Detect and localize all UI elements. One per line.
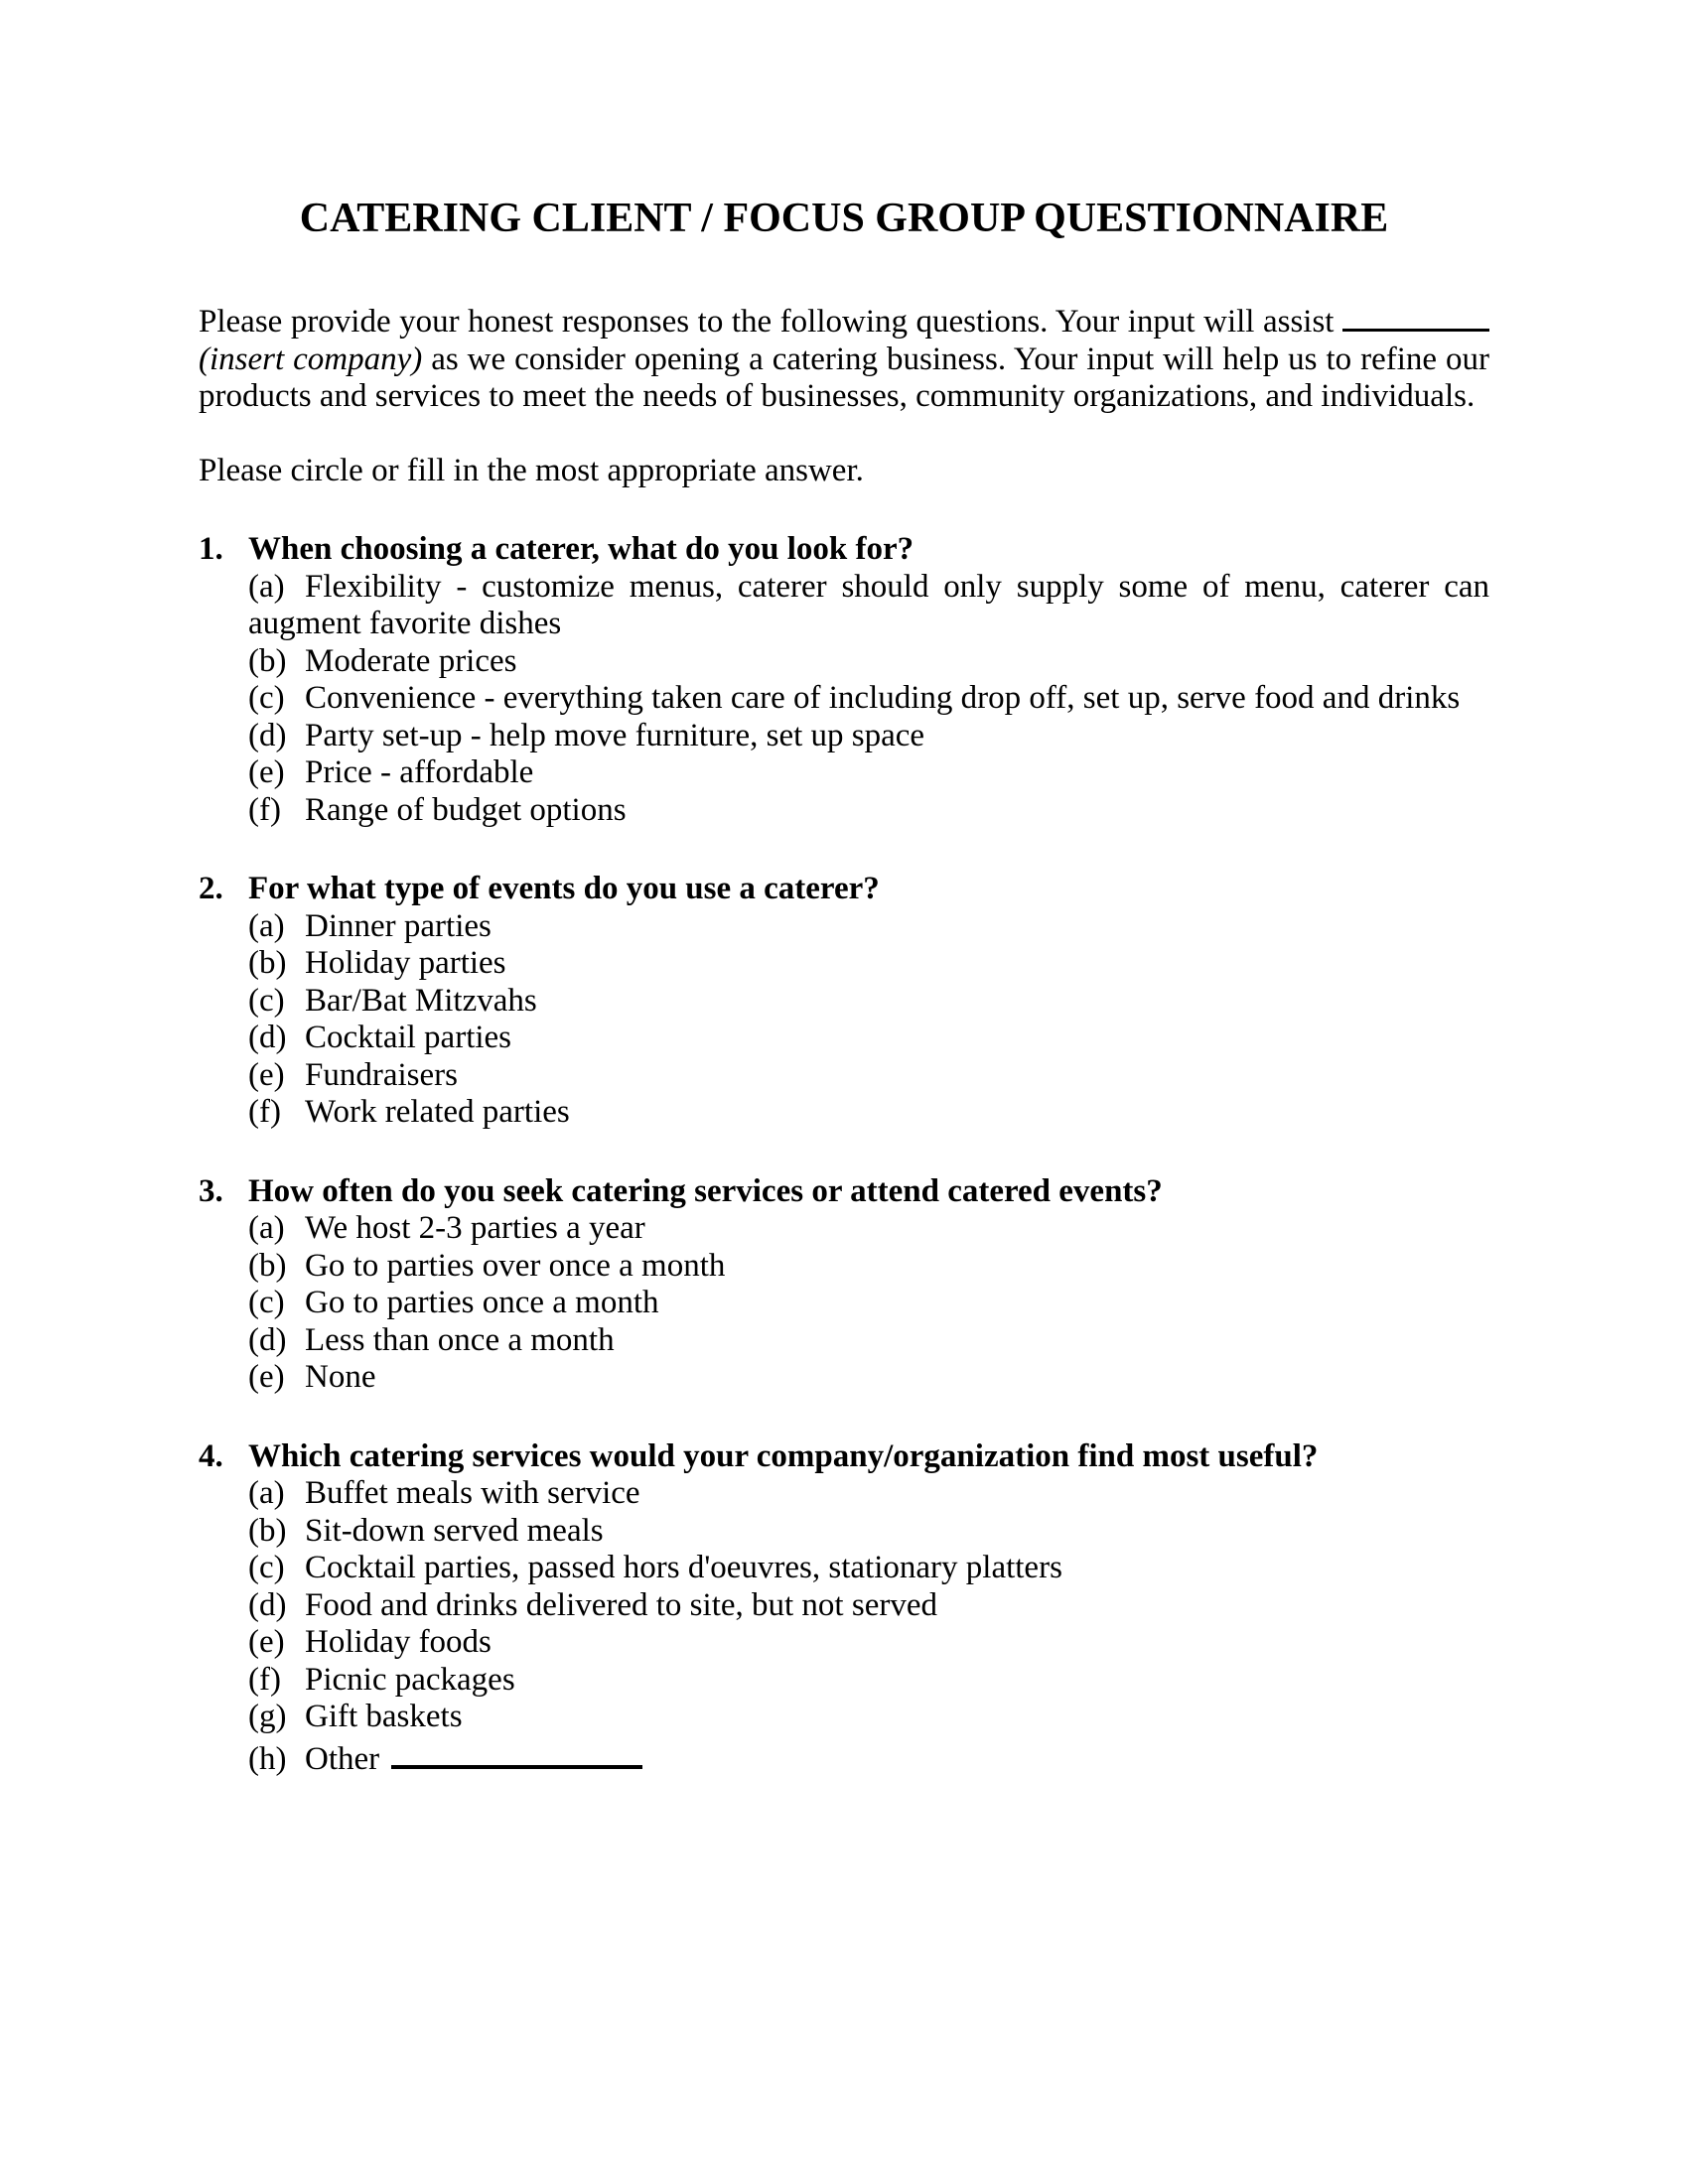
question-4-number: 4. [199,1437,223,1474]
option-4d-text: Food and drinks delivered to site, but not served [305,1586,937,1623]
question-2-heading [199,871,1489,908]
option-3d-marker: (d) [248,1321,287,1358]
option-2d-marker: (d) [248,1020,287,1056]
instruction-text: Please circle or fill in the most appropriate answer. [199,452,864,488]
option-4h[interactable] [248,1736,1489,1779]
option-4g-marker: (g) [248,1699,287,1735]
option-4f[interactable] [248,1662,1489,1700]
question-3-text: How often do you seek catering services or attend catered events? [248,1172,1163,1209]
intro-paragraph [199,300,1489,416]
question-1-text: When choosing a caterer, what do you look for? [248,531,914,568]
option-2a-marker: (a) [248,907,285,944]
option-2a[interactable] [248,908,1489,946]
option-4f-marker: (f) [248,1661,281,1698]
option-4d-marker: (d) [248,1586,287,1623]
option-4g[interactable] [248,1699,1489,1736]
option-1e-marker: (e) [248,754,285,791]
option-1d-text: Party set-up - help move furniture, set up space [305,717,925,753]
option-1f[interactable] [248,792,1489,830]
option-4g-text: Gift baskets [305,1699,463,1735]
option-2e-marker: (e) [248,1056,285,1093]
question-4-heading [199,1438,1489,1476]
option-2b[interactable] [248,945,1489,983]
question-1-options [199,569,1489,830]
question-4 [199,1438,1489,1779]
option-2e-text: Fundraisers [305,1056,458,1093]
question-2 [199,871,1489,1132]
option-3a[interactable] [248,1210,1489,1248]
option-1b[interactable] [248,643,1489,681]
option-4b[interactable] [248,1513,1489,1551]
question-2-number: 2. [199,871,223,907]
option-2f-marker: (f) [248,1094,281,1131]
option-4b-text: Sit-down served meals [305,1512,604,1549]
option-1c-text: Convenience - everything taken care of including drop off, set up, serve food and drinks [305,680,1461,717]
option-1a-text: Flexibility - customize menus, caterer should only supply some of menu, caterer can augment favorite dishes [248,568,1489,642]
option-2c-marker: (c) [248,982,285,1019]
option-1e-text: Price - affordable [305,754,534,791]
option-1f-text: Range of budget options [305,791,627,828]
option-4h-text: Other [305,1740,380,1777]
option-4f-text: Picnic packages [305,1661,515,1698]
question-3 [199,1173,1489,1397]
option-2d[interactable] [248,1020,1489,1057]
option-2b-marker: (b) [248,945,287,982]
option-3c[interactable] [248,1285,1489,1322]
question-1-number: 1. [199,531,223,568]
question-3-heading [199,1173,1489,1211]
option-2b-text: Holiday parties [305,945,506,982]
option-3d[interactable] [248,1322,1489,1360]
other-fill-in-blank[interactable] [391,1736,642,1769]
question-4-text: Which catering services would your company/organization find most useful? [248,1437,1319,1474]
option-2a-text: Dinner parties [305,907,492,944]
option-2c-text: Bar/Bat Mitzvahs [305,982,537,1019]
option-1d[interactable] [248,718,1489,755]
option-4c-text: Cocktail parties, passed hors d'oeuvres, stationary platters [305,1550,1062,1586]
question-4-options [199,1475,1489,1778]
option-4e-marker: (e) [248,1624,285,1661]
option-2d-text: Cocktail parties [305,1020,512,1056]
document-title: CATERING CLIENT / FOCUS GROUP QUESTIONNAIRE [299,196,1389,241]
question-3-options [199,1210,1489,1397]
question-1-heading [199,531,1489,569]
company-name-blank[interactable] [1342,300,1489,332]
option-1f-marker: (f) [248,791,281,828]
option-3e-marker: (e) [248,1359,285,1396]
question-2-text: For what type of events do you use a caterer? [248,871,880,907]
option-1d-marker: (d) [248,717,287,753]
option-4h-marker: (h) [248,1740,287,1777]
option-3d-text: Less than once a month [305,1321,615,1358]
insert-company-note: (insert company) [199,341,423,377]
option-3c-text: Go to parties once a month [305,1285,659,1321]
option-3e[interactable] [248,1359,1489,1397]
option-1a-marker: (a) [248,568,285,605]
question-2-options [199,908,1489,1132]
option-4b-marker: (b) [248,1512,287,1549]
question-1 [199,531,1489,829]
option-4c[interactable] [248,1550,1489,1587]
intro-text-2: as we consider opening a catering business. Your input will help us to refine our products and services to meet the needs of businesses, community organizations, and individuals. [199,341,1490,415]
option-4e[interactable] [248,1624,1489,1662]
option-1e[interactable] [248,754,1489,792]
option-2e[interactable] [248,1057,1489,1095]
option-2f[interactable] [248,1094,1489,1132]
option-2c[interactable] [248,983,1489,1021]
document-body [199,300,1489,1778]
option-3b-text: Go to parties over once a month [305,1247,726,1284]
option-3b[interactable] [248,1248,1489,1286]
option-1b-marker: (b) [248,642,287,679]
option-4d[interactable] [248,1587,1489,1625]
option-4c-marker: (c) [248,1550,285,1586]
option-3e-text: None [305,1359,376,1396]
option-4e-text: Holiday foods [305,1624,492,1661]
option-3a-marker: (a) [248,1210,285,1247]
option-2f-text: Work related parties [305,1094,570,1131]
option-1a[interactable] [248,569,1489,643]
option-3a-text: We host 2-3 parties a year [305,1210,645,1247]
option-3c-marker: (c) [248,1285,285,1321]
option-1c[interactable] [248,680,1489,718]
option-1b-text: Moderate prices [305,642,517,679]
option-4a-text: Buffet meals with service [305,1475,640,1512]
option-4a[interactable] [248,1475,1489,1513]
intro-text-1: Please provide your honest responses to the following questions. Your input will assist [199,304,1335,341]
option-4a-marker: (a) [248,1475,285,1512]
option-3b-marker: (b) [248,1247,287,1284]
question-3-number: 3. [199,1172,223,1209]
option-1c-marker: (c) [248,680,285,717]
